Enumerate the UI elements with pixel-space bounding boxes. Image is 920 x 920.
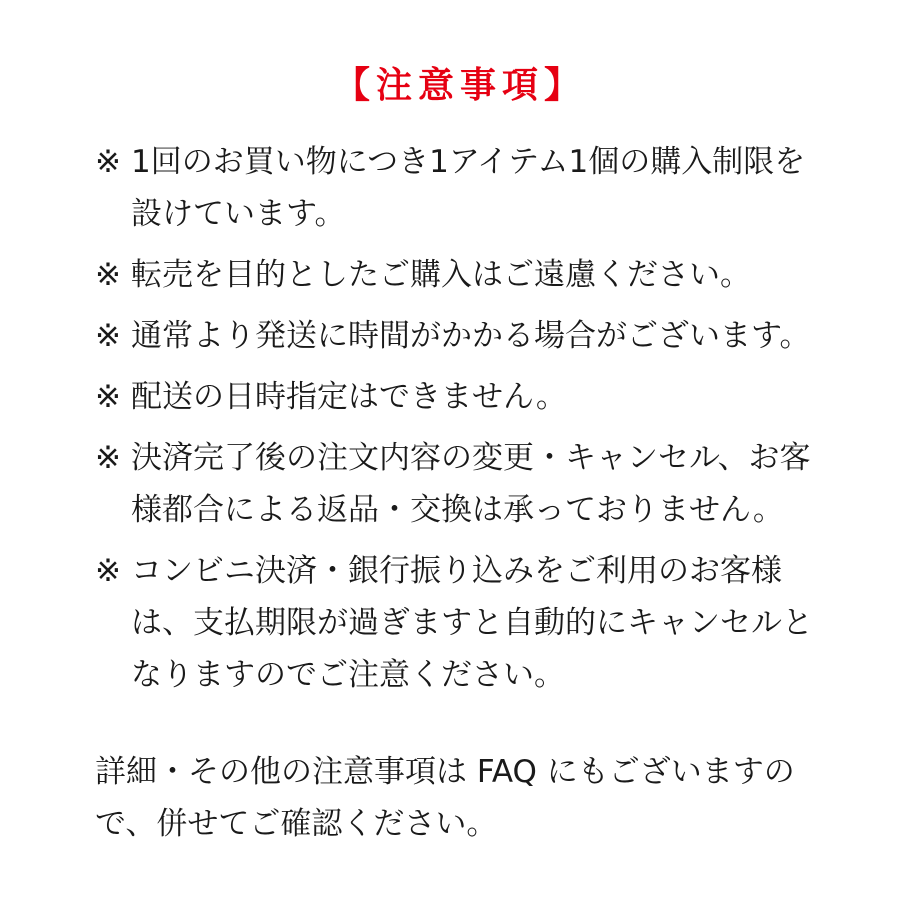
notice-item-text: 転売を目的としたご購入はご遠慮ください。 [131, 257, 751, 293]
notice-item-text: コンビニ決済・銀行振り込みをご利用のお客様は、支払期限が過ぎますと自動的にキャンセルとなりますのでご注意ください。 [131, 553, 813, 693]
notice-item-text: 1回のお買い物につき1アイテム1個の購入制限を設けています。 [131, 144, 806, 232]
notice-item [95, 371, 835, 423]
notice-item-text: 決済完了後の注文内容の変更・キャンセル、お客様都合による返品・交換は承っておりません。 [131, 440, 811, 528]
faq-notice: 詳細・その他の注意事項は FAQ にもございますので、併せてご確認ください。 [95, 754, 795, 842]
notice-item [95, 432, 835, 536]
reference-mark: ※ [95, 379, 121, 415]
notice-item [95, 545, 835, 701]
reference-mark: ※ [95, 257, 121, 293]
reference-mark: ※ [95, 440, 121, 476]
notice-item [95, 310, 835, 362]
notice-list [95, 136, 835, 710]
notice-item [95, 136, 835, 240]
notice-item-text: 配送の日時指定はできません。 [131, 379, 567, 415]
reference-mark: ※ [95, 318, 121, 354]
reference-mark: ※ [95, 553, 121, 589]
notice-title: 【注意事項】 [333, 65, 586, 106]
notice-item-text: 通常より発送に時間がかかる場合がございます。 [131, 318, 811, 354]
reference-mark: ※ [95, 144, 121, 180]
notice-item [95, 249, 835, 301]
